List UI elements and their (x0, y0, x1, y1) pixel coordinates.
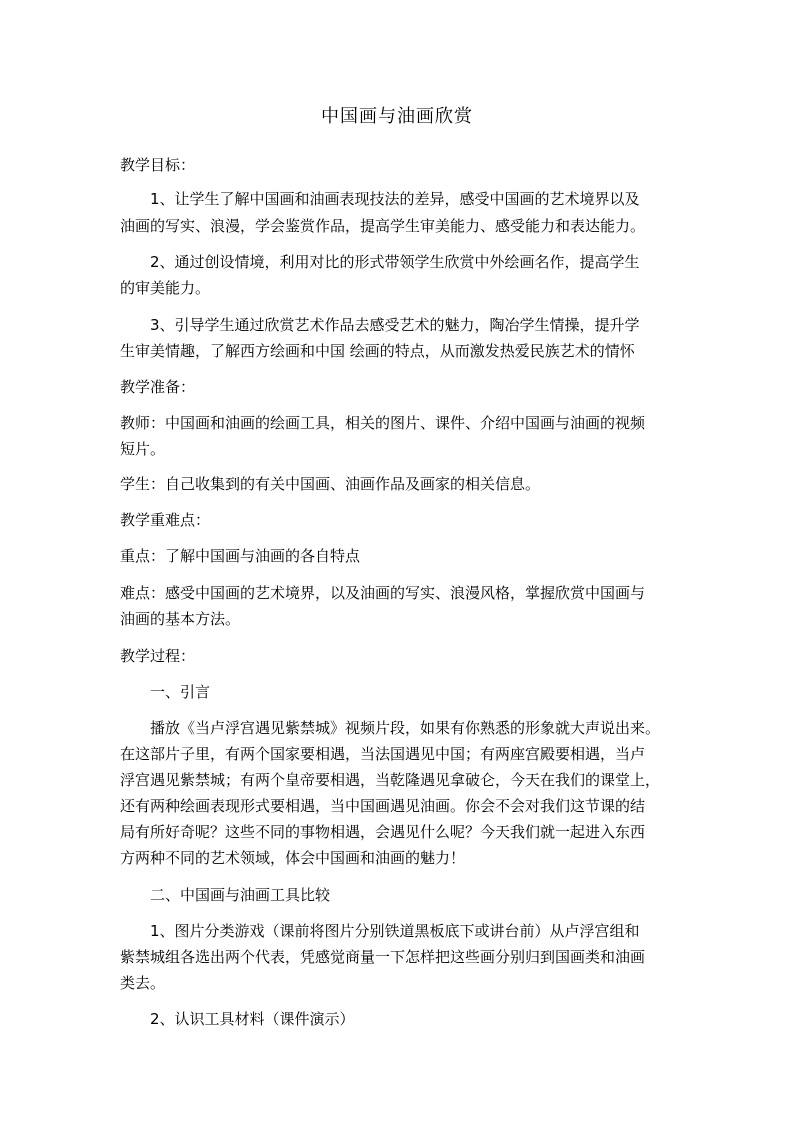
paragraph-line: 油画的写实、浪漫，学会鉴赏作品，提高学生审美能力、感受能力和表达能力。 (120, 217, 646, 235)
paragraph-line: 在这部片子里，有两个国家要相遇，当法国遇见中国；有两座宫殿要相遇，当卢 (120, 745, 646, 763)
paragraph-line: 重点：了解中国画与油画的各自特点 (120, 547, 361, 565)
paragraph-line: 方两种不同的艺术领域，体会中国画和油画的魅力！ (120, 849, 466, 867)
section-heading-process: 教学过程： (120, 647, 196, 665)
paragraph-line: 的审美能力。 (120, 279, 211, 297)
paragraph-line: 难点：感受中国画的艺术境界，以及油画的写实、浪漫风格，掌握欣赏中国画与 (120, 584, 646, 602)
subsection-heading: 一、引言 (150, 683, 211, 701)
paragraph-line: 学生：自己收集到的有关中国画、油画作品及画家的相关信息。 (120, 475, 541, 493)
paragraph-line: 1、图片分类游戏（课前将图片分别铁道黑板底下或讲台前）从卢浮宫组和 (150, 922, 640, 940)
document-title: 中国画与油画欣赏 (321, 106, 473, 127)
paragraph-line: 播放《当卢浮宫遇见紫禁城》视频片段，如果有你熟悉的形象就大声说出来。 (150, 719, 661, 737)
paragraph-line: 局有所好奇呢？这些不同的事物相遇，会遇见什么呢？今天我们就一起进入东西 (120, 823, 646, 841)
paragraph-line: 1、让学生了解中国画和油画表现技法的差异，感受中国画的艺术境界以及 (150, 190, 640, 208)
paragraph-line: 还有两种绘画表现形式要相遇，当中国画遇见油画。你会不会对我们这节课的结 (120, 797, 646, 815)
paragraph-line: 油画的基本方法。 (120, 610, 241, 628)
paragraph-line: 3、引导学生通过欣赏艺术作品去感受艺术的魅力，陶冶学生情操，提升学 (150, 316, 640, 334)
section-heading-objectives: 教学目标： (120, 156, 196, 174)
paragraph-line: 生审美情趣，了解西方绘画和中国 绘画的特点，从而激发热爱民族艺术的情怀 (120, 342, 635, 360)
paragraph-line: 教师：中国画和油画的绘画工具，相关的图片、课件、介绍中国画与油画的视频 (120, 414, 646, 432)
paragraph-line: 浮宫遇见紫禁城；有两个皇帝要相遇，当乾隆遇见拿破仑，今天在我们的课堂上， (120, 771, 661, 789)
section-heading-preparation: 教学准备： (120, 378, 196, 396)
subsection-heading: 二、中国画与油画工具比较 (150, 886, 331, 904)
paragraph-line: 类去。 (120, 974, 166, 992)
section-heading-key-points: 教学重难点： (120, 511, 211, 529)
paragraph-line: 2、认识工具材料（课件演示） (150, 1010, 355, 1028)
paragraph-line: 短片。 (120, 440, 166, 458)
paragraph-line: 紫禁城组各选出两个代表，凭感觉商量一下怎样把这些画分别归到国画类和油画 (120, 948, 646, 966)
paragraph-line: 2、通过创设情境，利用对比的形式带领学生欣赏中外绘画名作，提高学生 (150, 253, 640, 271)
